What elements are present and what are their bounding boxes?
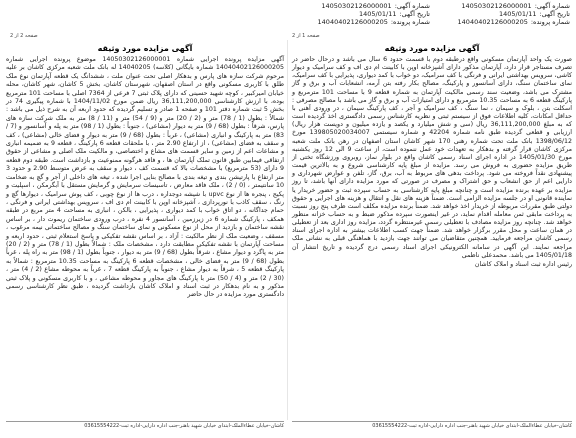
meta-ad-number: شماره آگهی:14050302126000001 (321, 2, 430, 10)
announcement-body: آگهی مزایده پرونده اجرایی شماره 14050302126000001 موضوع پرونده اجرایی شماره 14040402126000205 شماره بایگانی (کلاسه) 14040205 له بانک ملت شعبه مرکزی کاشان بر علیه مرحوم شرکت سازه های پارس و بدهکار اصلی تحت عنوان ملت ، ششدانگ یک قطعه آپارتمان نوع ملک طلق با کاربری مسکونی واقع در استان اصفهان، شهرستان کاشان، بخش 5 کاشان، شهر کاشان، محله خیابان امیرکبیر ، کوچه شهید حسینی که دارای پلاک ثبتی 7 فرعی از 7364 اصلی با مساحت 101 مترمربع بوده، با ارزش کارشناسی 36,111,200,000 ریال ضمن مورخ 1404/11/02 با شماره پیگیری 74 در بخش 5 ثبت شماره دفتر 101 و صفحه 1 صادر و تسلیم گردیده که حدود اربعه آن به شرح ذیل می باشد : شمالاً : بطول (1 / 78) متر و (2 / 20) متر و (9 / 54) متر و (11 / 8) متر به ملک شرکت سازه های پارس، شرقاً : بطول (68 / 9) متر به دیوار (مشاعی) ، جنوباً : بطول (1 / 98) متر به پله و آسانسور و (7 / 83) متر به پارکینگ و انباری (مشاعی) ، غرباً : بطول (68 / 9) متر به دیوار و فضای خالی (مشاعی) ، کف و سقف به فضای (مشاعی) ، از ارتفاع 2.90 متر ، با ملحقات قطعه 6 پارکینگ ، قطعه 9 به ضمیمه انباری و مشاعات اعم از زمین و سایر قسمت های مشاع و اختصاصی، و مالکیت ملک اصلی و مشاعی از حقوق ارتفاقی فیمابین طبق قانون تملک آپارتمان ها ، و فاقد هرگونه ممنوعیت و بازداشت است. طبقه دوم قطعه 9 دارای (53 مترمربع) با مشخصات بالا که قسمت کف ، دیوار و سقف به عرض متوسط 2.90 و حدود 3 متر ارتفاع با پارتیشن بندی و تیغه بندی با مصالح بنایی اجرا شده ، تیغه های داخلی از آجر و گچ به ضخامت 10 سانتیمتر ، (0 / 2) ، ملک فاقد معارض ، تاسیسات سرمایش و گرمایش مستقل با آبگرمکن ، اسپلیت و پکیج ، پنجره ها از نوع upvc با شیشه دوجداره ، درب ها از نوع چوبی ، کف پوش سرامیک ، دیوارها گچ و رنگ ، سقف کاذب با نورپردازی ، آشپزخانه اوپن با کابینت ام دی اف ، سرویس بهداشتی ایرانی و فرنگی ، حمام جداگانه ، دو اتاق خواب با کمد دیواری ، پذیرایی ، بالکن ، انباری به مساحت 4 متر مربع در طبقه همکف ، پارکینگ شماره 6 در زیرزمین ، آسانسور 4 نفره ، درب ورودی ساختمان ریموت دار ، بر اساس نقشه ساختمان و بازدید از محل از نوع مسکونی و نمای ساختمان سنگ و مصالح ساختمانی نیمه مرغوب ، مسقف ، وضعیت ملک از نظر مالکیت : آزاد ، بر اساس نقشه تفکیکی و پاسخ استعلام ثبتی ، حدود اربعه و مساحت آپارتمان با نقشه تفکیکی مطابقت دارد ، مشخصات ملک : شمالاً بطول (1 / 78) متر و (2 / 20) متر به پاگرد و دیوار مشاع ، شرقاً بطول (68 / 9) متر به دیوار ، جنوباً بطول (1 / 98) متر به راه پله ، غرباً بطول (68 / 9) متر به فضای خالی ، مشخصات قطعه 6 پارکینگ به مساحت 10.35 مترمربع : شمالاً به پارکینگ قطعه 5 ، شرقاً به دیوار مشاع ، جنوباً به پارکینگ قطعه 7 ، غرباً به محوطه مشاع (2 / 4) متر ، (30 / 2) متر و (4 / 50) متر با پارکینگ های مجاور و محوطه مشاعی ، و با کاربری مسکونی و پلاک ثبتی مذکور و به نام بدهکار در ثبت اسناد و املاک کاشان بازداشت گردیده ، طبق نظر کارشناسی رسمی دادگستری مورد مزایده در حال حاضر (6, 56, 285, 299)
page-number-right: صفحه 1 از 2 (292, 33, 320, 39)
meta-ad-number: شماره آگهی:14050302126000001 (461, 2, 570, 10)
meta-ad-date: تاریخ آگهی:1405/01/11 (499, 10, 570, 18)
right-sheet-meta (450, 2, 570, 26)
column-divider (287, 40, 288, 420)
meta-case-number: شماره پرونده:14040402126000205 (457, 18, 570, 26)
office-address: کاشان-خیابان عطاءالملک-ابتدای خیابان شهید باهنر-جنب اداره دارایی-اداره ثبت-03615554222 (84, 423, 284, 429)
meta-case-number: شماره پرونده:14040402126000205 (317, 18, 430, 26)
office-address: کاشان-خیابان عطاءالملک-ابتدای خیابان شهید باهنر-جنب اداره دارایی-اداره ثبت-03615554222 (372, 423, 572, 429)
page-number-left: صفحه 2 از 2 (10, 33, 38, 39)
right-column (292, 44, 572, 269)
footer-divider (6, 421, 284, 422)
announcement-title: آگهی مزایده مورد وثیقه (97, 44, 193, 53)
announcement-title: آگهی مزایده مورد وثیقه (384, 44, 480, 53)
left-sheet-meta (290, 2, 430, 26)
left-column (6, 44, 284, 300)
footer-divider (292, 421, 572, 422)
issuer-title: رئیس اداره ثبت اسناد و املاک کاشان (474, 260, 572, 268)
announcement-body: صورت یک واحد آپارتمان مسکونی واقع درطبقه دوم با قسمت حدود 6 سال می باشد و درحال حاضر در تصرف مستاجر قرار دارد، آپارتمان مذکور دارای آشپزخانه اوپن با کابینت ام دی اف و کف سرامیک و دیوار کاشی، سرویس بهداشتی ایرانی و فرنگی با کف سرامیک، دو خواب با کمد دیواری، پذیرایی با کف سرامیک، نمای ساختمان سنگ، دارای آسانسور و پارکینگ، مصالح بکار رفته بتن آرمه، انشعابات آب و برق و گاز مشترک می باشد، وضعیت سند رسمی مالکیت آپارتمان به شماره قطعه 9 با مساحت 101 مترمربع و پارکینگ قطعه 6 به مساحت 10.35 مترمربع و دارای امتیازات آب و برق و گاز می باشد با مصالح مصرفی : اسکلت بتن ، بلوک و سیمان ، نما سنگ ، کف سرامیک و آجر ، کف پارکینگ سیمان ، در ورودی آهنی با حداقل امکانات، کلیه اطلاعات فوق از سیستم ثبتی و نظریه کارشناس رسمی دادگستری اخذ گردیده است که به مبلغ 36,111,200,000 ریال (سی و شش میلیارد و یکصد و یازده میلیون و دویست هزار ریال) ارزیابی و قطعی گردیده طبق نامه شماره 42204 و شماره سیستمی 139805020034007 مورخ 1398/06/12 بانک ملت تحت شماره رهنی 170 شهر کاشان استان اصفهان در رهن بانک ملت شعبه مرکزی کاشان قرار گرفته و بدهکار به تعهدات خود عمل ننموده است، از ساعت 9 الی 12 روز یکشنبه مورخ 1405/01/30 در اداره اجرای اسناد رسمی کاشان واقع در بلوار نماز، روبروی ورزشگاه تختی از طریق مزایده حضوری به فروش می رسد. مزایده از مبلغ پایه کارشناسی شروع و به بالاترین قیمت پیشنهادی نقداً فروخته می شود. پرداخت بدهی های مربوط به آب، برق، گاز، تلفن و عوارض شهرداری و دارایی اعم از حق انشعاب و حق اشتراک و مصرف در صورتی که مورد مزایده دارای آنها باشد، تا روز مزایده بر عهده برنده مزایده است و چنانچه مبلغ پایه کارشناسی به حساب سپرده ثبت و حضور خریدار یا نماینده قانونی او در جلسه مزایده الزامی است. ضمناً هزینه های نقل و انتقال و هزینه های اجرایی و حقوق دولتی طبق مقررات مربوطه از خریدار اخذ خواهد شد. ضمناً برنده مزایده مکلف است ظرف پنج روز نسبت به پرداخت مابقی ثمن معامله اقدام نماید، در غیر اینصورت سپرده مذکور ضبط و به حساب خزانه منظور خواهد شد. چنانچه روز مزایده مصادف با تعطیلی رسمی غیرمنتظره گردد، مزایده روز اداری بعد از تعطیلی در همان ساعت و محل مقرر برگزار خواهد شد. ضمناً جهت کسب اطلاعات بیشتر به اداره اجرای اسناد رسمی کاشان مراجعه فرمایید. همچنین متقاضیان می توانند جهت بازدید با هماهنگی قبلی به نشانی ملک مراجعه نمایند. این آگهی در سامانه الکترونیکی اجرای اسناد رسمی درج گردیده و تاریخ انتشار آن 1405/01/18 می باشد. محمدعلی ناظمی (292, 56, 573, 259)
meta-ad-date: تاریخ آگهی:1405/01/11 (359, 10, 430, 18)
